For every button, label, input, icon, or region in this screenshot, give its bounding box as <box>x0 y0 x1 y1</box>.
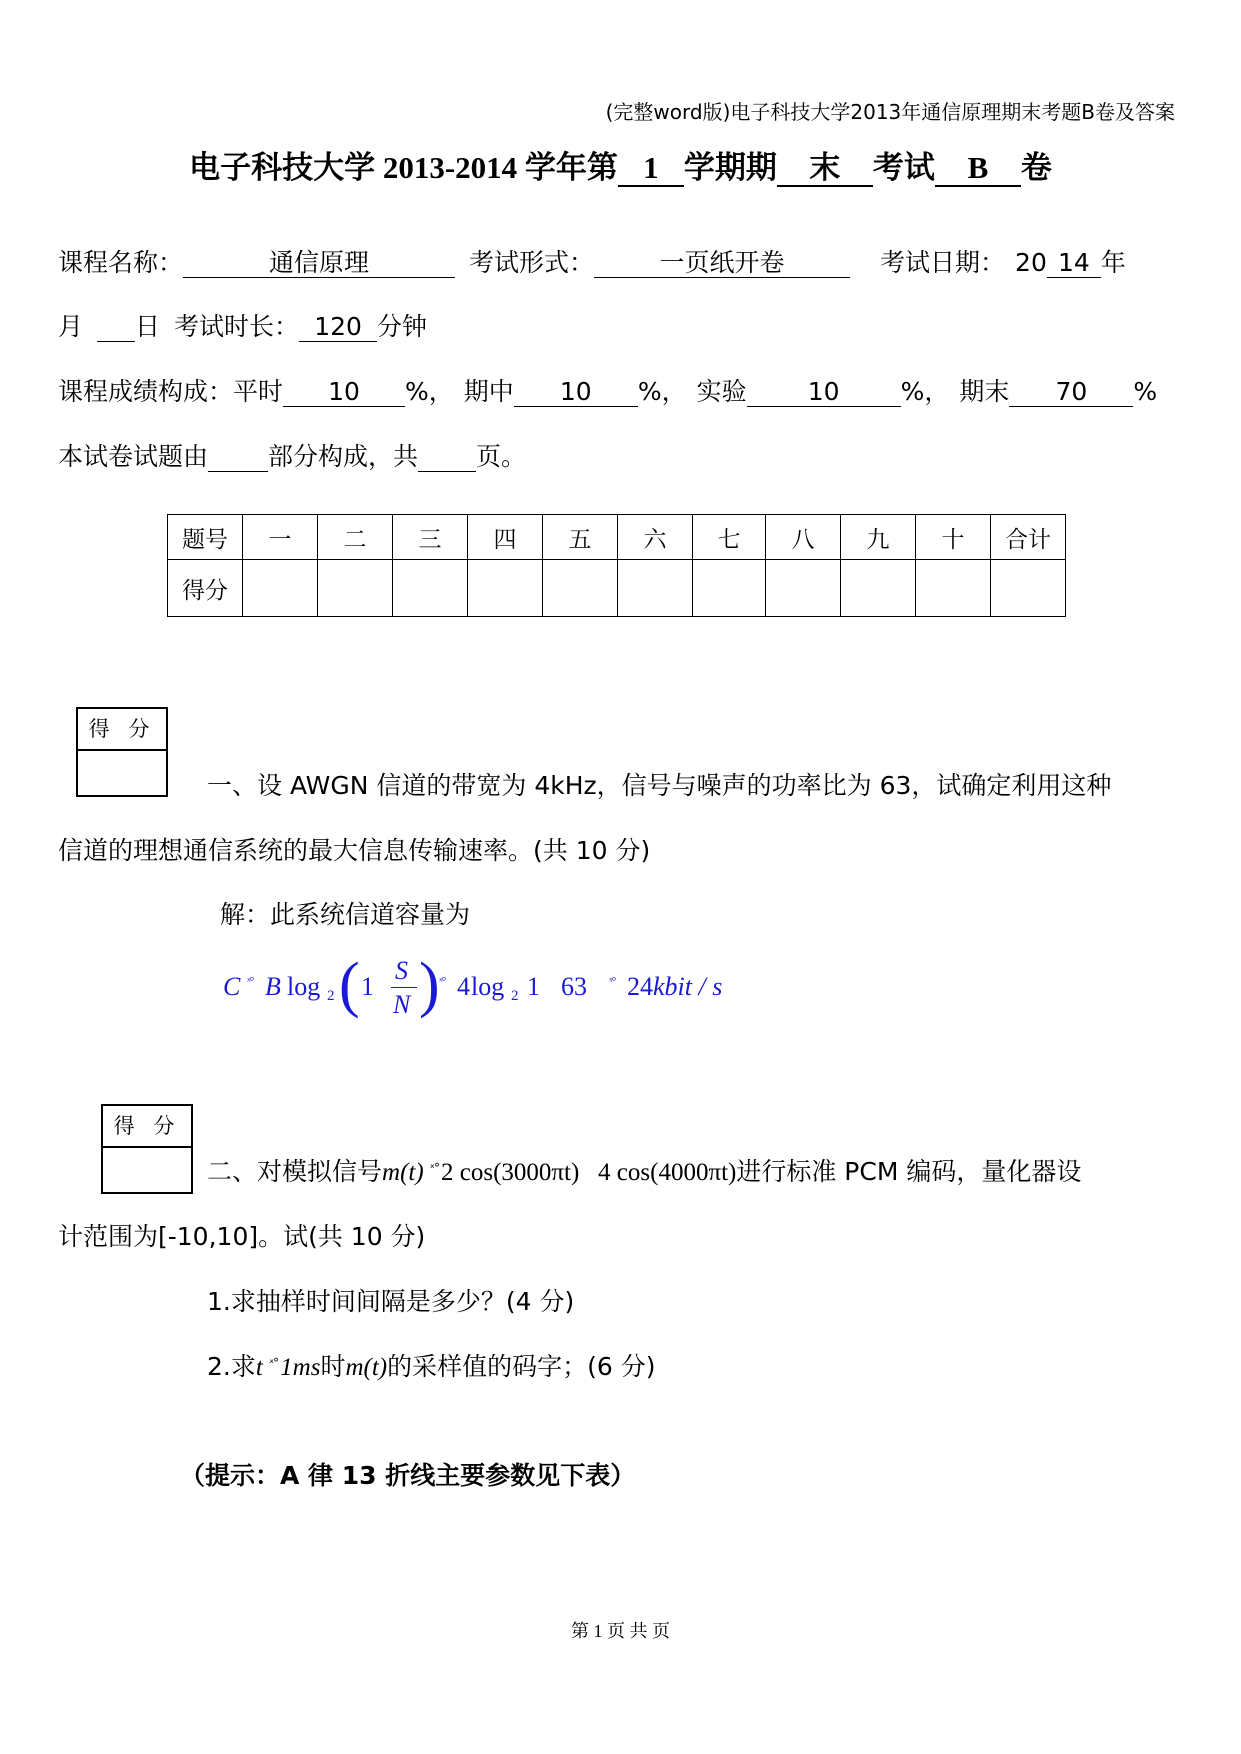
month-label: 月 <box>58 312 84 341</box>
q2-item2-suffix: 的采样值的码字；(6 分) <box>387 1352 656 1381</box>
grading-mid: 10 <box>514 378 638 407</box>
score-cell[interactable] <box>991 560 1066 617</box>
eq-one: 1 <box>527 972 540 1001</box>
grading-final: 70 <box>1009 378 1133 407</box>
score-header-cell: 五 <box>543 515 618 560</box>
score-cell[interactable] <box>468 560 543 617</box>
score-header-cell: 一 <box>243 515 318 560</box>
grading-label: 课程成绩构成：平时 <box>58 377 284 406</box>
q2-hint: （提示：A 律 13 折线主要参数见下表） <box>180 1461 636 1490</box>
title-mid2: 考试 <box>872 150 935 185</box>
eq-log: log <box>471 972 505 1001</box>
q2-glyph: ˣ° <box>429 1161 439 1175</box>
q2-item2 <box>207 1347 655 1383</box>
q2-item2-t: t <box>255 1354 263 1381</box>
eq-sub2: 2 <box>327 988 335 1004</box>
eq-glyph: ˣ° <box>609 974 616 988</box>
q2-signal-expr: 2 cos(3000πt) 4 cos(4000πt) <box>441 1159 737 1186</box>
header-note: (完整word版)电子科技大学2013年通信原理期末考题B卷及答案 <box>605 100 1175 124</box>
q2-signal-name: m(t) <box>382 1159 424 1186</box>
composition-b: 部分构成，共 <box>268 442 419 471</box>
pct-sign: % <box>1133 377 1158 406</box>
course-info-line <box>58 243 1126 279</box>
eq-unit: kbit / s <box>653 972 723 1001</box>
duration-value: 120 <box>299 313 377 342</box>
grading-lab-label: 实验 <box>696 377 747 406</box>
q2-line2: 计范围为[-10,10]。试(共 10 分) <box>58 1222 426 1251</box>
grading-lab: 10 <box>747 378 901 407</box>
pct-sign: % <box>637 377 662 406</box>
eq-result: 24 <box>627 972 653 1001</box>
score-header-cell: 十 <box>916 515 991 560</box>
exam-form: 一页纸开卷 <box>594 249 850 278</box>
score-cell[interactable] <box>693 560 766 617</box>
score-header-cell: 二 <box>318 515 393 560</box>
q2-item1: 1.求抽样时间间隔是多少？(4 分) <box>207 1287 575 1316</box>
q1-score-box-field[interactable] <box>78 751 166 795</box>
q2-item2-shi: 时 <box>320 1352 346 1381</box>
grading-final-label: 期末 <box>959 377 1010 406</box>
score-header-cell: 八 <box>766 515 841 560</box>
eq-right-paren: ) <box>419 951 440 1019</box>
q1-solution-label: 解：此系统信道容量为 <box>220 900 471 929</box>
score-cell[interactable] <box>243 560 318 617</box>
q2-item2-signal: m(t) <box>345 1354 388 1381</box>
score-header-cell: 四 <box>468 515 543 560</box>
date-year-unit: 年 <box>1100 248 1126 277</box>
score-table-header <box>168 515 1066 560</box>
q2-rest: 进行标准 PCM 编码，量化器设 <box>736 1157 1082 1186</box>
q1-score-box-label: 得 分 <box>78 709 166 751</box>
q2-score-box-field[interactable] <box>103 1148 191 1192</box>
course-label: 课程名称： <box>58 248 184 277</box>
exam-title <box>0 142 1241 187</box>
q1-line2: 信道的理想通信系统的最大信息传输速率。(共 10 分) <box>58 836 651 865</box>
date-year: 14 <box>1047 249 1101 278</box>
title-mid1: 学期期 <box>683 150 777 185</box>
composition-line <box>58 437 526 473</box>
eq-n: N <box>393 990 411 1019</box>
q2-intro: 二、对模拟信号 <box>207 1157 383 1186</box>
composition-a: 本试卷试题由 <box>58 442 209 471</box>
score-header-cell: 六 <box>618 515 693 560</box>
comma: ， <box>661 377 687 406</box>
score-cell[interactable] <box>318 560 393 617</box>
score-table-row <box>168 560 1066 617</box>
form-label: 考试形式： <box>469 248 595 277</box>
score-row-label: 得分 <box>168 560 243 617</box>
page-footer: 第 1 页 共 页 <box>571 1621 670 1641</box>
q1-line1: 一、设 AWGN 信道的带宽为 4kHz，信号与噪声的功率比为 63，试确定利用这种 <box>207 771 1112 800</box>
comma: ， <box>924 377 950 406</box>
eq-fraction-bar <box>391 987 417 988</box>
score-cell[interactable] <box>766 560 841 617</box>
q1-score-box <box>76 707 168 797</box>
pct-sign: % <box>405 377 429 406</box>
score-header-cell: 七 <box>693 515 766 560</box>
date-prefix: 20 <box>1015 248 1047 277</box>
score-cell[interactable] <box>543 560 618 617</box>
grading-line <box>58 372 1157 408</box>
grading-usual: 10 <box>283 378 405 407</box>
eq-glyph: ˣ° <box>247 974 254 988</box>
eq-one: 1 <box>361 972 374 1001</box>
day-label: 日 <box>135 312 161 341</box>
eq-sixty-three: 63 <box>561 972 587 1001</box>
eq-sub2: 2 <box>511 988 519 1004</box>
score-cell[interactable] <box>618 560 693 617</box>
score-header-cell: 三 <box>393 515 468 560</box>
duration-unit: 分钟 <box>377 312 428 341</box>
score-cell[interactable] <box>841 560 916 617</box>
q2-score-box <box>101 1104 193 1194</box>
grading-mid-label: 期中 <box>463 377 514 406</box>
eq-s: S <box>395 956 408 985</box>
duration-label: 考试时长： <box>174 312 300 341</box>
pct-sign: % <box>900 377 925 406</box>
composition-c: 页。 <box>476 442 527 471</box>
comma: ， <box>428 377 454 406</box>
q2-score-box-label: 得 分 <box>103 1106 191 1148</box>
q2-line1 <box>207 1152 1081 1188</box>
title-period: 末 <box>777 151 873 187</box>
eq-log: log <box>287 972 321 1001</box>
score-cell[interactable] <box>916 560 991 617</box>
score-header-cell: 题号 <box>168 515 243 560</box>
q2-item2-prefix: 2.求 <box>207 1352 256 1381</box>
eq-four: 4 <box>457 972 470 1001</box>
title-semester: 1 <box>618 151 684 187</box>
score-header-cell: 九 <box>841 515 916 560</box>
score-cell[interactable] <box>393 560 468 617</box>
score-header-cell: 合计 <box>991 515 1066 560</box>
eq-c: C <box>223 972 241 1001</box>
q2-item2-time: 1ms <box>280 1354 321 1381</box>
date-label: 考试日期： <box>880 248 1006 277</box>
date-duration-line <box>58 307 427 343</box>
title-suffix: 卷 <box>1020 150 1052 185</box>
eq-left-paren: ( <box>339 951 360 1019</box>
score-table <box>167 514 1066 617</box>
eq-b: B <box>265 972 281 1001</box>
eq-glyph: ˣ° <box>439 974 446 988</box>
course-name: 通信原理 <box>183 249 455 278</box>
title-prefix: 电子科技大学 2013-2014 学年第 <box>189 150 618 185</box>
q2-glyph: ˣ° <box>268 1356 279 1370</box>
title-paper: B <box>935 151 1021 187</box>
